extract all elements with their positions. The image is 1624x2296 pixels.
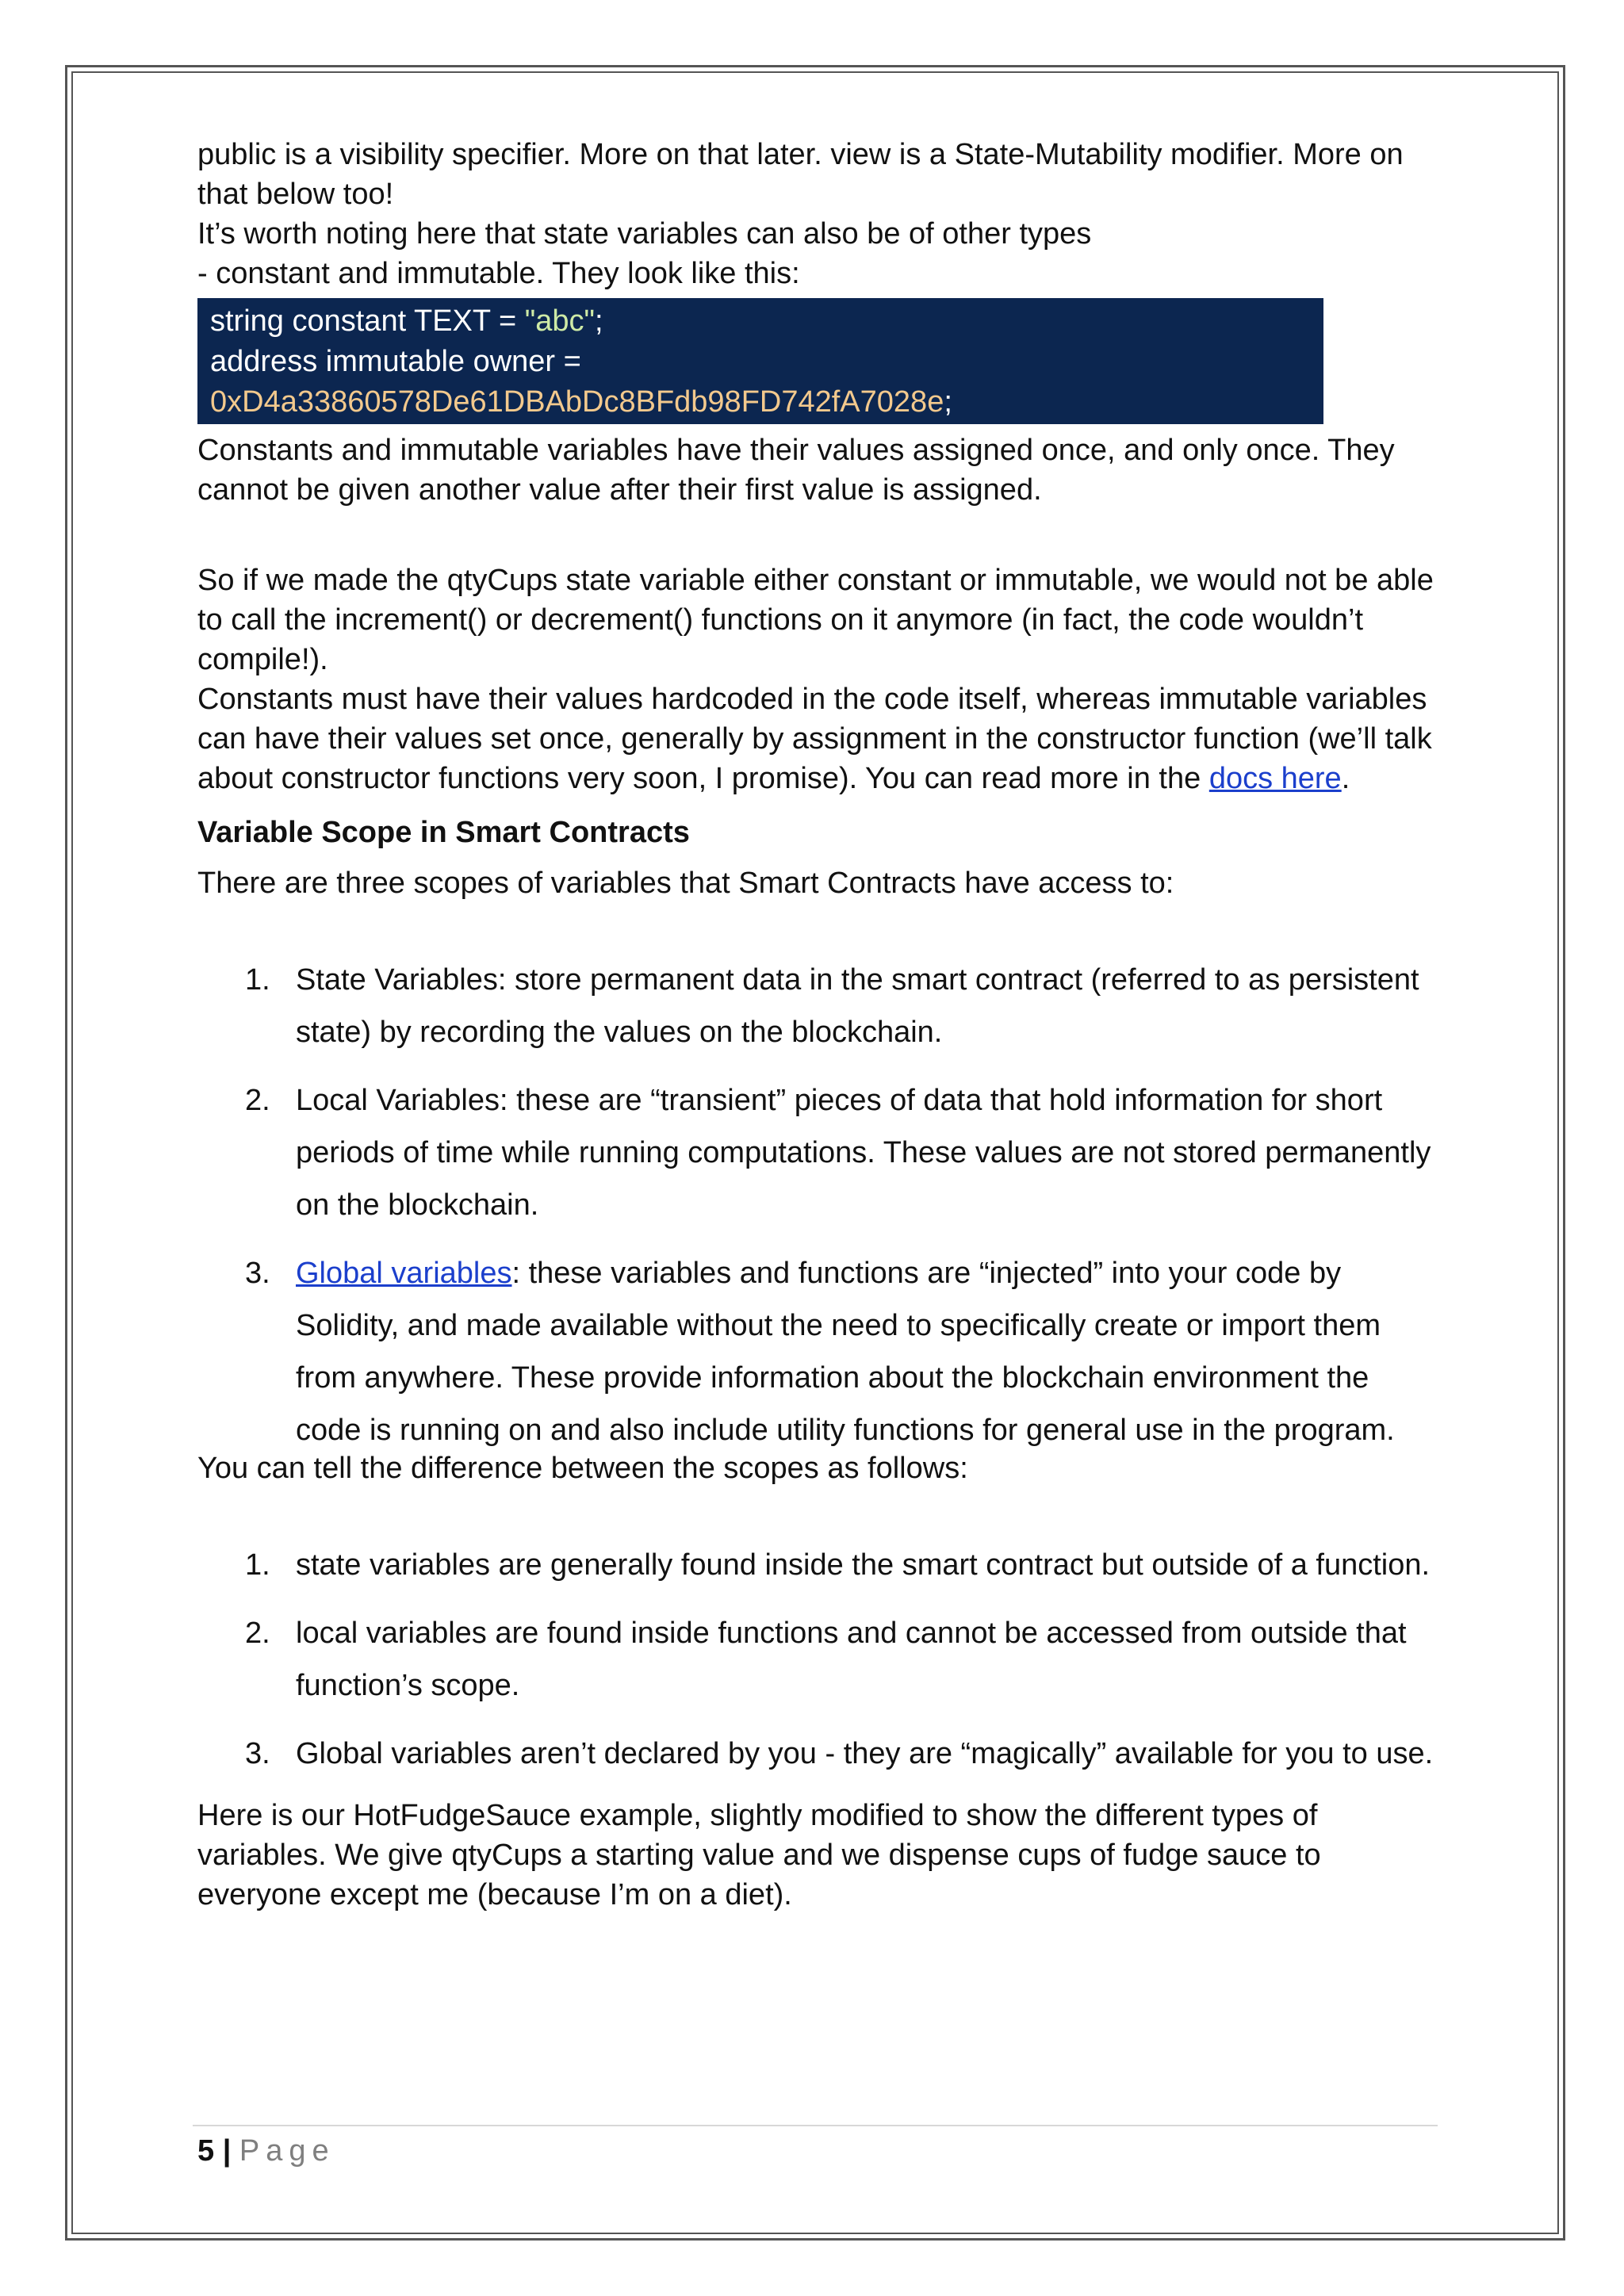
list-item — [197, 1539, 1434, 1591]
list-item-text: Global variables aren’t declared by you - they are “magically” available for you to use. — [296, 1737, 1434, 1770]
paragraph-constant-immutable: - constant and immutable. They look like this: — [197, 257, 800, 290]
page-number: 5 — [197, 2134, 215, 2168]
code-block — [197, 298, 1323, 424]
list-item-text: State Variables: store permanent data in the smart contract (referred to as persistent state) by recording the values on the blockchain. — [296, 963, 1419, 1049]
list-item — [197, 1607, 1434, 1712]
paragraph-hardcoded — [197, 679, 1434, 798]
paragraph-visibility: public is a visibility specifier. More on that later. view is a State-Mutability modifier. More on that below too! — [197, 138, 1404, 211]
paragraph-difference: You can tell the difference between the scopes as follows: — [197, 1452, 968, 1485]
code-line-immutable — [210, 342, 1311, 423]
list-item — [197, 1074, 1434, 1231]
list-number: 1. — [245, 963, 270, 997]
footer-divider — [193, 2125, 1438, 2126]
list-number: 3. — [245, 1257, 270, 1290]
document-body — [197, 135, 1434, 1915]
spacer — [197, 510, 1434, 561]
scopes-list — [197, 954, 1434, 1456]
code-text: string constant TEXT = — [210, 304, 525, 338]
global-variables-link[interactable]: Global variables — [296, 1257, 512, 1290]
footer-separator: | — [222, 2134, 232, 2168]
page-footer — [197, 2131, 335, 2171]
paragraph-text: . — [1341, 762, 1350, 795]
paragraph-other-types: It’s worth noting here that state variables can also be of other types — [197, 217, 1092, 251]
list-item — [197, 1247, 1434, 1456]
list-item-text: : these variables and functions are “injected” into your code by Solidity, and made available without the need to specifically create or import them from anywhere. These provide information about the blockchain environment the code is running on and also include utility functions for general use in the program. — [296, 1257, 1395, 1447]
list-item-text: local variables are found inside functions and cannot be accessed from outside that function’s scope. — [296, 1617, 1407, 1702]
code-text: ; — [595, 304, 603, 338]
docs-link[interactable]: docs here — [1208, 762, 1342, 795]
code-text: address immutable owner = — [210, 345, 581, 378]
paragraph-constants-assigned: Constants and immutable variables have their values assigned once, and only once. They cannot be given another value after their first value is assigned. — [197, 434, 1395, 507]
code-address-literal: 0xD4a33860578De61DBAbDc8BFdb98FD742fA7028e — [210, 385, 944, 419]
spacer — [197, 852, 1434, 863]
code-line-constant — [210, 301, 1311, 342]
paragraph-text: Constants must have their values hardcoded in the code itself, whereas immutable variables can have their values set once, generally by assignment in the constructor function (we’ll talk about constructor functions very soon, I promise). You can read more in the — [197, 683, 1432, 795]
list-item — [197, 954, 1434, 1058]
list-number: 3. — [245, 1737, 270, 1770]
list-item — [197, 1728, 1434, 1780]
list-number: 1. — [245, 1548, 270, 1582]
spacer — [197, 903, 1434, 954]
paragraph-three-scopes: There are three scopes of variables that Smart Contracts have access to: — [197, 867, 1174, 900]
code-text: ; — [944, 385, 952, 419]
list-number: 2. — [245, 1084, 270, 1117]
list-item-text: state variables are generally found inside the smart contract but outside of a function. — [296, 1548, 1431, 1582]
paragraph-qtycups: So if we made the qtyCups state variable either constant or immutable, we would not be able to call the increment() or decrement() functions on it anymore (in fact, the code wouldn’t compile!). — [197, 564, 1434, 676]
paragraph-hotfudgesauce-example: Here is our HotFudgeSauce example, slightly modified to show the different types of variables. We give qtyCups a starting value and we dispense cups of fudge sauce to everyone except me (because I’m on a diet). — [197, 1799, 1321, 1911]
code-string-literal: "abc" — [524, 304, 595, 338]
difference-list — [197, 1539, 1434, 1780]
section-heading-variable-scope: Variable Scope in Smart Contracts — [197, 816, 690, 849]
page-label: Page — [239, 2134, 335, 2168]
list-number: 2. — [245, 1617, 270, 1650]
spacer — [197, 1488, 1434, 1539]
list-item-text: Local Variables: these are “transient” pieces of data that hold information for short periods of time while running computations. These values are not stored permanently on the blockchain. — [296, 1084, 1431, 1222]
